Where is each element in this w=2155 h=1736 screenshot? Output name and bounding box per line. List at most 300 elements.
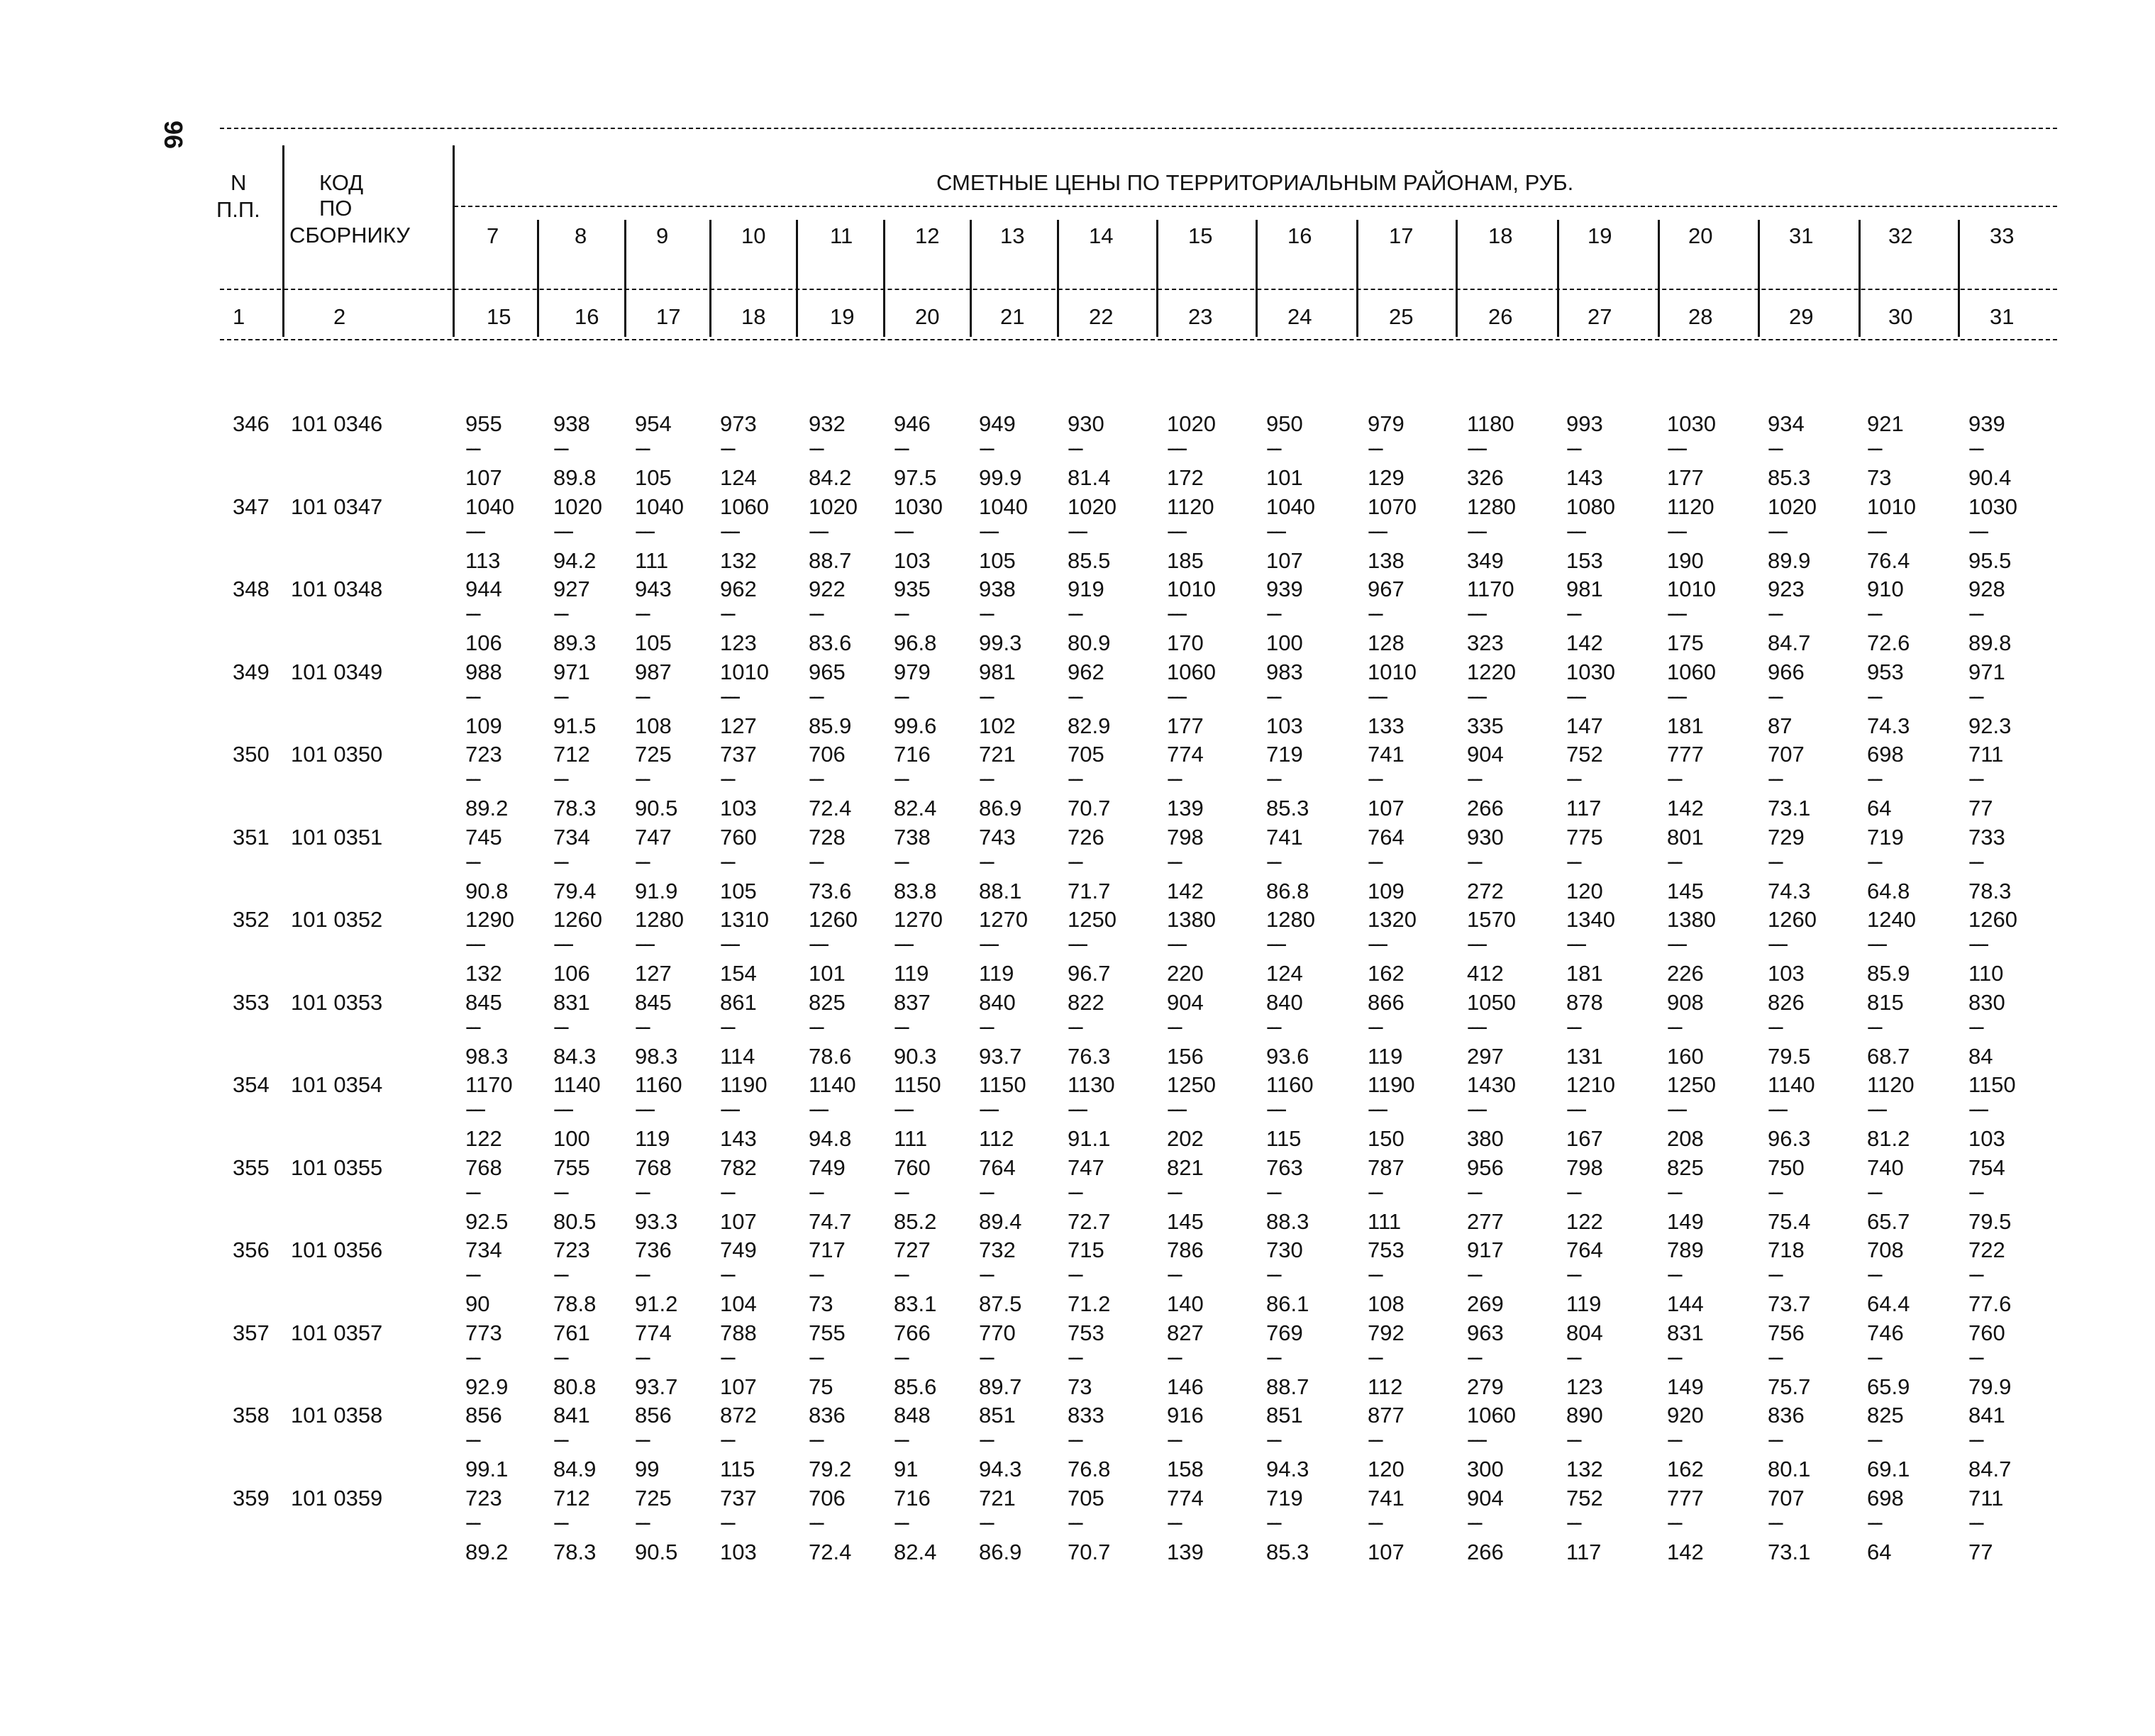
fraction-bar: --- <box>809 1262 822 1286</box>
price-bottom: 79.2 <box>809 1457 852 1481</box>
price-top: 949 <box>979 411 1016 436</box>
price-top: 789 <box>1667 1237 1704 1262</box>
price-top: 721 <box>979 742 1016 767</box>
price-top: 747 <box>1068 1154 1104 1180</box>
page-number: 96 <box>159 121 188 150</box>
price-top: 831 <box>553 989 590 1015</box>
fraction-bar: --- <box>1768 1427 1781 1452</box>
price-bottom: 64.4 <box>1867 1291 1910 1316</box>
price-bottom: 79.5 <box>1968 1208 2012 1234</box>
price-bottom: 226 <box>1667 961 1704 986</box>
price-bottom: 142 <box>1167 878 1204 903</box>
price-bottom: 74.3 <box>1768 878 1811 903</box>
district-label: 8 <box>575 223 587 248</box>
price-bottom: 91.2 <box>635 1291 678 1316</box>
fraction-bar: --- <box>465 1013 479 1039</box>
price-bottom: 70.7 <box>1068 1539 1111 1564</box>
price-top: 753 <box>1368 1237 1405 1262</box>
fraction-bar: ---- <box>809 1096 827 1121</box>
fraction-bar: --- <box>1467 1262 1480 1286</box>
fraction-bar: --- <box>720 1509 733 1535</box>
row-code: 101 0352 <box>291 907 383 932</box>
price-top: 932 <box>809 411 846 436</box>
price-top: 1060 <box>1667 659 1716 684</box>
price-top: 877 <box>1368 1403 1405 1428</box>
fraction-bar: ---- <box>553 1096 572 1121</box>
column-number: 19 <box>830 304 855 329</box>
price-top: 774 <box>1167 742 1204 767</box>
district-divider <box>624 220 626 337</box>
price-top: 1050 <box>1467 989 1516 1015</box>
price-top: 1040 <box>979 494 1028 519</box>
code-label-sbornik: СБОРНИКУ <box>289 223 410 247</box>
price-bottom: 133 <box>1368 713 1405 738</box>
price-bottom: 122 <box>1566 1208 1603 1234</box>
price-top: 725 <box>635 742 672 767</box>
price-bottom: 202 <box>1167 1126 1204 1151</box>
column-number: 18 <box>741 304 766 329</box>
header-bottom-rule <box>220 339 2057 340</box>
price-top: 943 <box>635 577 672 601</box>
fraction-bar: --- <box>1566 1179 1580 1204</box>
fraction-bar: ---- <box>465 931 484 956</box>
fraction-bar: --- <box>1368 1509 1381 1535</box>
price-top: 921 <box>1867 411 1904 436</box>
price-bottom: 119 <box>979 961 1014 986</box>
price-top: 708 <box>1867 1237 1904 1262</box>
row-number: 353 <box>233 989 270 1015</box>
row-number: 349 <box>233 659 270 684</box>
district-label: 31 <box>1789 223 1814 248</box>
fraction-bar: --- <box>1768 435 1781 460</box>
fraction-bar: --- <box>979 1179 992 1204</box>
fraction-bar: ---- <box>1467 435 1485 460</box>
price-bottom: 109 <box>1368 878 1405 903</box>
price-bottom: 269 <box>1467 1291 1504 1316</box>
price-bottom: 142 <box>1566 630 1603 655</box>
header-divider-code <box>453 145 455 337</box>
price-top: 938 <box>979 577 1016 601</box>
fraction-bar: --- <box>1266 1509 1280 1535</box>
price-top: 752 <box>1566 1485 1603 1510</box>
fraction-bar: ---- <box>720 1096 738 1121</box>
fraction-bar: ---- <box>1266 931 1285 956</box>
price-top: 1140 <box>809 1072 856 1097</box>
price-top: 993 <box>1566 411 1603 436</box>
price-top: 825 <box>809 989 846 1015</box>
col2-number: 2 <box>333 304 346 329</box>
fraction-bar: --- <box>1566 601 1580 625</box>
fraction-bar: --- <box>1467 1344 1480 1369</box>
price-bottom: 80.8 <box>553 1374 597 1399</box>
row-code: 101 0353 <box>291 989 383 1015</box>
fraction-bar: --- <box>465 1262 479 1286</box>
price-top: 729 <box>1768 824 1805 850</box>
price-bottom: 172 <box>1167 465 1204 490</box>
price-bottom: 99.9 <box>979 465 1022 490</box>
price-top: 1140 <box>1768 1072 1815 1097</box>
fraction-bar: --- <box>1266 1013 1280 1039</box>
price-bottom: 94.3 <box>1266 1457 1309 1481</box>
fraction-bar: --- <box>1068 435 1081 460</box>
price-top: 965 <box>809 659 846 684</box>
price-bottom: 96.8 <box>894 630 937 655</box>
fraction-bar: --- <box>635 1262 648 1286</box>
price-top: 841 <box>1968 1403 2005 1428</box>
fraction-bar: --- <box>720 435 733 460</box>
price-top: 987 <box>635 659 672 684</box>
price-bottom: 69.1 <box>1867 1457 1910 1481</box>
fraction-bar: --- <box>1768 1509 1781 1535</box>
fraction-bar: ---- <box>1968 518 1987 543</box>
price-bottom: 120 <box>1368 1457 1405 1481</box>
price-top: 723 <box>553 1237 590 1262</box>
price-top: 1190 <box>720 1072 768 1097</box>
price-top: 845 <box>635 989 672 1015</box>
district-divider <box>1156 220 1158 337</box>
price-bottom: 86.8 <box>1266 878 1309 903</box>
price-bottom: 143 <box>1566 465 1603 490</box>
price-top: 755 <box>553 1154 590 1180</box>
price-bottom: 105 <box>720 878 757 903</box>
price-bottom: 380 <box>1467 1126 1504 1151</box>
price-top: 705 <box>1068 742 1104 767</box>
fraction-bar: --- <box>465 1179 479 1204</box>
fraction-bar: --- <box>894 766 907 791</box>
fraction-bar: --- <box>1368 1013 1381 1039</box>
price-bottom: 139 <box>1167 1539 1204 1564</box>
fraction-bar: --- <box>809 848 822 874</box>
price-top: 821 <box>1167 1154 1204 1180</box>
price-top: 769 <box>1266 1320 1303 1345</box>
price-bottom: 107 <box>1266 547 1303 573</box>
price-top: 1040 <box>635 494 684 519</box>
fraction-bar: ---- <box>1867 931 1885 956</box>
fraction-bar: ---- <box>1368 931 1386 956</box>
price-bottom: 119 <box>1566 1291 1602 1316</box>
price-top: 916 <box>1167 1403 1204 1428</box>
price-top: 1280 <box>635 907 684 932</box>
fraction-bar: --- <box>1768 1013 1781 1039</box>
fraction-bar: --- <box>1266 1179 1280 1204</box>
fraction-bar: ---- <box>894 931 912 956</box>
fraction-bar: --- <box>1768 1344 1781 1369</box>
fraction-bar: --- <box>979 1013 992 1039</box>
price-bottom: 91 <box>894 1457 919 1481</box>
district-divider <box>1958 220 1960 337</box>
fraction-bar: ---- <box>465 1096 484 1121</box>
price-bottom: 101 <box>809 961 846 986</box>
fraction-bar: --- <box>1768 683 1781 708</box>
fraction-bar: --- <box>553 1427 567 1452</box>
price-top: 719 <box>1266 1485 1303 1510</box>
district-label: 13 <box>1000 223 1025 248</box>
price-bottom: 412 <box>1467 961 1504 986</box>
price-bottom: 107 <box>1368 796 1405 820</box>
price-top: 934 <box>1768 411 1805 436</box>
price-top: 950 <box>1266 411 1303 436</box>
price-top: 740 <box>1867 1154 1904 1180</box>
price-bottom: 87.5 <box>979 1291 1022 1316</box>
price-top: 861 <box>720 989 757 1015</box>
price-top: 930 <box>1467 824 1504 850</box>
price-top: 1060 <box>1467 1403 1516 1428</box>
fraction-bar: --- <box>1266 1344 1280 1369</box>
fraction-bar: --- <box>720 766 733 791</box>
fraction-bar: --- <box>1167 1013 1180 1039</box>
fraction-bar: --- <box>1867 848 1880 874</box>
fraction-bar: ---- <box>1667 518 1685 543</box>
price-bottom: 145 <box>1167 1208 1204 1234</box>
price-top: 1010 <box>1368 659 1417 684</box>
price-bottom: 99 <box>635 1457 660 1481</box>
fraction-bar: --- <box>1968 1013 1982 1039</box>
price-bottom: 93.7 <box>635 1374 678 1399</box>
price-bottom: 75.7 <box>1768 1374 1811 1399</box>
row-code: 101 0357 <box>291 1320 383 1345</box>
fraction-bar: --- <box>1968 1427 1982 1452</box>
code-label-po: ПО <box>319 196 353 221</box>
fraction-bar: --- <box>635 1013 648 1039</box>
fraction-bar: --- <box>1167 1509 1180 1535</box>
fraction-bar: --- <box>1068 683 1081 708</box>
price-bottom: 85.9 <box>1867 961 1910 986</box>
column-number: 25 <box>1389 304 1414 329</box>
price-top: 718 <box>1768 1237 1805 1262</box>
price-top: 1180 <box>1467 411 1514 436</box>
price-bottom: 105 <box>635 465 672 490</box>
price-bottom: 79.9 <box>1968 1374 2012 1399</box>
fraction-bar: --- <box>465 683 479 708</box>
fraction-bar: --- <box>1968 1262 1982 1286</box>
price-bottom: 74.7 <box>809 1208 852 1234</box>
fraction-bar: --- <box>465 435 479 460</box>
fraction-bar: ---- <box>1068 518 1086 543</box>
fraction-bar: --- <box>894 1179 907 1204</box>
fraction-bar: --- <box>1566 1509 1580 1535</box>
price-top: 786 <box>1167 1237 1204 1262</box>
price-bottom: 106 <box>553 961 590 986</box>
price-bottom: 115 <box>720 1457 755 1481</box>
price-top: 743 <box>979 824 1016 850</box>
row-number: 347 <box>233 494 270 519</box>
fraction-bar: --- <box>894 1427 907 1452</box>
price-top: 1020 <box>1768 494 1817 519</box>
fraction-bar: --- <box>979 1509 992 1535</box>
fraction-bar: --- <box>1068 1427 1081 1452</box>
price-top: 946 <box>894 411 931 436</box>
price-top: 1020 <box>1167 411 1216 436</box>
price-top: 878 <box>1566 989 1603 1015</box>
price-top: 1190 <box>1368 1072 1415 1097</box>
fraction-bar: ---- <box>1467 1427 1485 1452</box>
row-code: 101 0346 <box>291 411 383 436</box>
fraction-bar: --- <box>1867 683 1880 708</box>
price-bottom: 106 <box>465 630 502 655</box>
price-top: 833 <box>1068 1403 1104 1428</box>
price-bottom: 132 <box>1566 1457 1603 1481</box>
column-number: 24 <box>1287 304 1312 329</box>
price-top: 954 <box>635 411 672 436</box>
price-bottom: 144 <box>1667 1291 1704 1316</box>
n-label-pp: П.П. <box>216 197 260 222</box>
price-top: 1170 <box>1467 577 1514 601</box>
price-top: 966 <box>1768 659 1805 684</box>
price-top: 1030 <box>1968 494 2017 519</box>
fraction-bar: ---- <box>1667 601 1685 625</box>
fraction-bar: --- <box>1266 1262 1280 1286</box>
price-bottom: 70.7 <box>1068 796 1111 820</box>
fraction-bar: --- <box>894 848 907 874</box>
district-divider <box>1658 220 1660 337</box>
price-top: 798 <box>1167 824 1204 850</box>
district-label: 7 <box>487 223 499 248</box>
price-bottom: 64 <box>1867 796 1892 820</box>
fraction-bar: --- <box>1167 1344 1180 1369</box>
price-bottom: 93.7 <box>979 1043 1022 1069</box>
price-bottom: 89.9 <box>1768 547 1811 573</box>
fraction-bar: ---- <box>1368 683 1386 708</box>
price-bottom: 272 <box>1467 878 1504 903</box>
column-number: 22 <box>1089 304 1114 329</box>
price-top: 939 <box>1968 411 2005 436</box>
price-bottom: 82.9 <box>1068 713 1111 738</box>
price-bottom: 81.4 <box>1068 465 1111 490</box>
price-top: 904 <box>1167 989 1204 1015</box>
price-top: 939 <box>1266 577 1303 601</box>
price-top: 801 <box>1667 824 1704 850</box>
district-label: 17 <box>1389 223 1414 248</box>
price-top: 1280 <box>1467 494 1516 519</box>
fraction-bar: ---- <box>1368 1096 1386 1121</box>
fraction-bar: --- <box>553 601 567 625</box>
fraction-bar: ---- <box>635 1096 653 1121</box>
row-number: 354 <box>233 1072 270 1097</box>
price-top: 851 <box>979 1403 1016 1428</box>
price-bottom: 104 <box>720 1291 757 1316</box>
price-bottom: 82.4 <box>894 796 937 820</box>
price-top: 1160 <box>1266 1072 1314 1097</box>
price-bottom: 97.5 <box>894 465 937 490</box>
price-top: 856 <box>465 1403 502 1428</box>
fraction-bar: ---- <box>1467 1096 1485 1121</box>
row-code: 101 0358 <box>291 1403 383 1428</box>
price-bottom: 89.2 <box>465 1539 509 1564</box>
district-label: 15 <box>1188 223 1213 248</box>
price-bottom: 102 <box>979 713 1016 738</box>
price-top: 1270 <box>894 907 943 932</box>
price-bottom: 108 <box>635 713 672 738</box>
fraction-bar: --- <box>894 1344 907 1369</box>
price-top: 908 <box>1667 989 1704 1015</box>
price-bottom: 78.3 <box>1968 878 2012 903</box>
price-top: 753 <box>1068 1320 1104 1345</box>
price-bottom: 111 <box>894 1126 928 1151</box>
price-bottom: 150 <box>1368 1126 1405 1151</box>
price-top: 788 <box>720 1320 757 1345</box>
fraction-bar: ---- <box>553 931 572 956</box>
district-divider <box>1557 220 1559 337</box>
fraction-bar: --- <box>1167 1179 1180 1204</box>
fraction-bar: --- <box>1068 848 1081 874</box>
price-bottom: 64 <box>1867 1539 1892 1564</box>
price-top: 746 <box>1867 1320 1904 1345</box>
price-top: 825 <box>1867 1403 1904 1428</box>
price-bottom: 72.7 <box>1068 1208 1111 1234</box>
fraction-bar: ---- <box>1266 1096 1285 1121</box>
price-bottom: 71.2 <box>1068 1291 1111 1316</box>
price-bottom: 100 <box>1266 630 1303 655</box>
price-bottom: 76.4 <box>1867 547 1910 573</box>
price-top: 733 <box>1968 824 2005 850</box>
fraction-bar: ---- <box>1667 435 1685 460</box>
fraction-bar: ---- <box>979 1096 997 1121</box>
price-top: 840 <box>979 989 1016 1015</box>
fraction-bar: ---- <box>720 683 738 708</box>
price-bottom: 190 <box>1667 547 1704 573</box>
fraction-bar: --- <box>465 1344 479 1369</box>
price-bottom: 107 <box>1368 1539 1405 1564</box>
price-top: 760 <box>1968 1320 2005 1345</box>
row-number: 357 <box>233 1320 270 1345</box>
price-bottom: 119 <box>894 961 929 986</box>
district-label: 11 <box>830 223 853 248</box>
price-top: 848 <box>894 1403 931 1428</box>
fraction-bar: --- <box>1566 1262 1580 1286</box>
fraction-bar: ---- <box>1566 518 1585 543</box>
price-top: 827 <box>1167 1320 1204 1345</box>
header-top-rule <box>220 128 2057 129</box>
price-bottom: 111 <box>1368 1208 1402 1234</box>
price-top: 774 <box>1167 1485 1204 1510</box>
column-number: 28 <box>1688 304 1713 329</box>
fraction-bar: ---- <box>894 518 912 543</box>
price-bottom: 90.4 <box>1968 465 2012 490</box>
price-top: 938 <box>553 411 590 436</box>
price-top: 1120 <box>1167 494 1214 519</box>
district-label: 32 <box>1888 223 1913 248</box>
price-bottom: 77.6 <box>1968 1291 2012 1316</box>
price-bottom: 99.1 <box>465 1457 509 1481</box>
price-bottom: 96.3 <box>1768 1126 1811 1151</box>
price-bottom: 181 <box>1566 961 1603 986</box>
price-top: 1290 <box>465 907 514 932</box>
price-top: 732 <box>979 1237 1016 1262</box>
price-top: 777 <box>1667 1485 1704 1510</box>
price-bottom: 90 <box>465 1291 490 1316</box>
price-top: 1380 <box>1167 907 1216 932</box>
district-divider <box>1356 220 1358 337</box>
price-top: 831 <box>1667 1320 1704 1345</box>
district-divider <box>537 220 539 337</box>
price-bottom: 266 <box>1467 1539 1504 1564</box>
fraction-bar: --- <box>1867 1013 1880 1039</box>
fraction-bar: ---- <box>1167 518 1185 543</box>
fraction-bar: --- <box>1068 766 1081 791</box>
price-bottom: 132 <box>465 961 502 986</box>
price-top: 763 <box>1266 1154 1303 1180</box>
column-number: 17 <box>656 304 681 329</box>
price-top: 1150 <box>1968 1072 2016 1097</box>
column-number: 27 <box>1588 304 1612 329</box>
price-bottom: 160 <box>1667 1043 1704 1069</box>
price-bottom: 107 <box>465 465 502 490</box>
price-bottom: 99.6 <box>894 713 937 738</box>
fraction-bar: --- <box>1167 1262 1180 1286</box>
fraction-bar: --- <box>553 1344 567 1369</box>
price-bottom: 94.8 <box>809 1126 852 1151</box>
price-bottom: 93.6 <box>1266 1043 1309 1069</box>
